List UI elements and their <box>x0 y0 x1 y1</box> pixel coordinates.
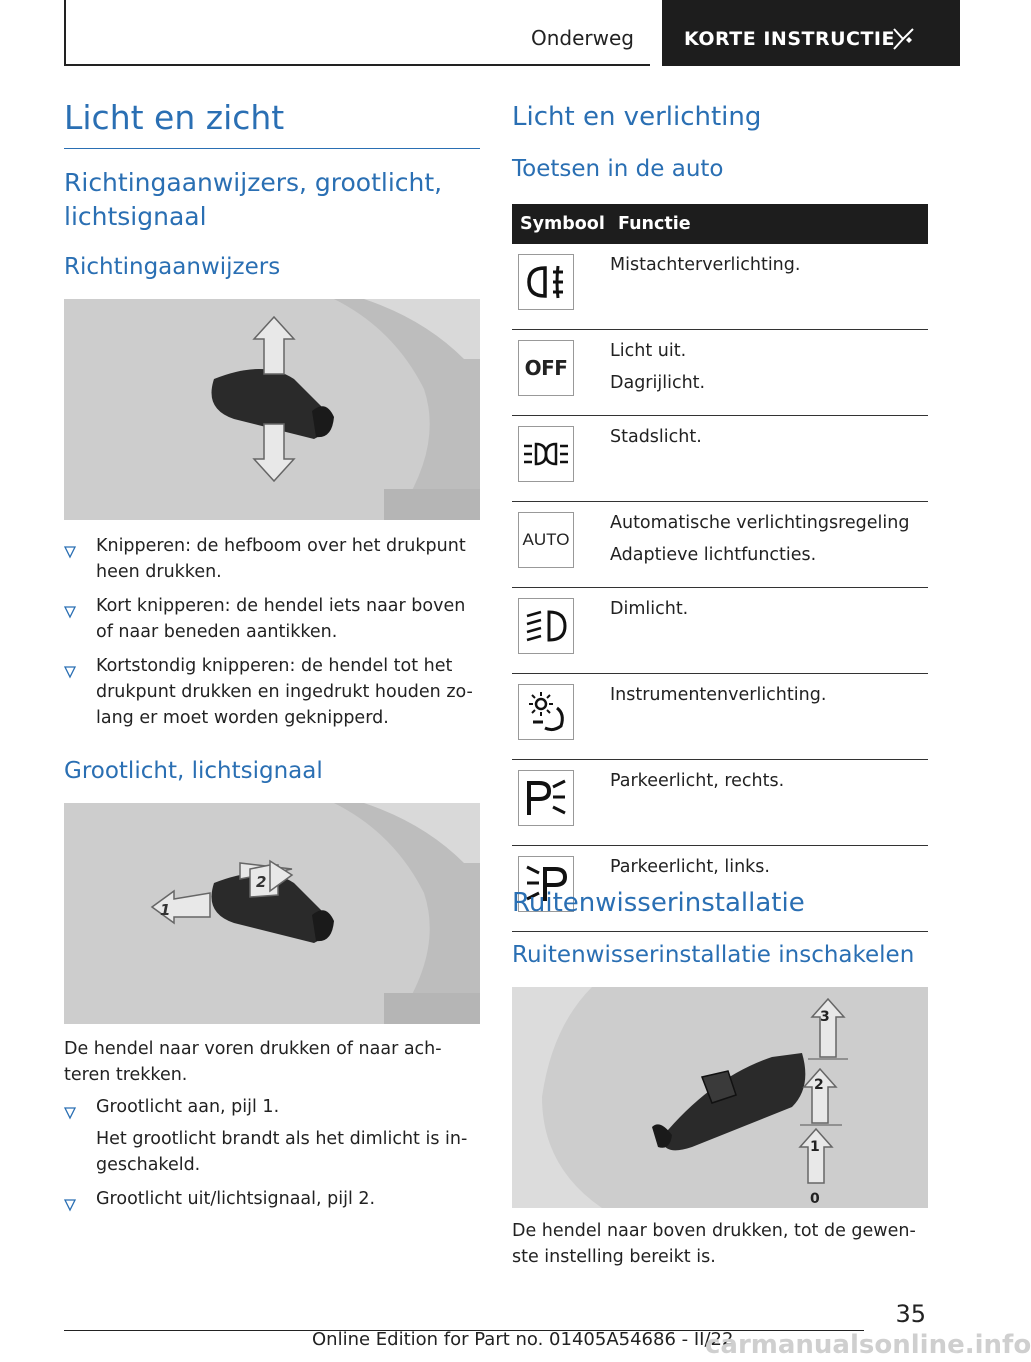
triangle-bullet-icon <box>64 600 76 626</box>
page-title: Licht en zicht <box>64 98 285 137</box>
arrow-label: 1 <box>810 1139 820 1155</box>
subsection-title-wiper-on: Ruitenwisserinstallatie inschakelen <box>512 942 915 968</box>
function-text: Instrumentenverlichting. <box>610 685 827 705</box>
subsection-title-buttons: Toetsen in de auto <box>512 156 724 182</box>
list-item-text: Grootlicht aan, pijl 1. <box>96 1097 280 1117</box>
table-row <box>512 416 928 502</box>
instrument-light-icon <box>518 684 574 740</box>
triangle-bullet-icon <box>64 1193 76 1219</box>
table-header-row <box>512 204 928 244</box>
table-row <box>512 330 928 416</box>
photo-wiper-lever <box>512 987 928 1208</box>
watermark: carmanualsonline.info <box>705 1330 1031 1360</box>
table-row <box>512 760 928 846</box>
triangle-bullet-icon <box>64 540 76 566</box>
function-text: Automatische verlichtingsregeling <box>610 513 910 533</box>
list-item-text: Kort knipperen: de hendel iets naar boven of naar beneden aantikken. <box>96 596 466 642</box>
high-beam-intro: De hendel naar voren drukken of naar ach-teren trekken. <box>64 1039 442 1085</box>
table-row <box>512 588 928 674</box>
list-item <box>64 1094 480 1178</box>
high-beam-list <box>64 1094 480 1220</box>
parking-right-icon <box>518 770 574 826</box>
table-row <box>512 502 928 588</box>
symbol-table <box>512 204 928 932</box>
photo-high-beam-lever <box>64 803 480 1024</box>
low-beam-icon <box>518 598 574 654</box>
list-item-text: Kortstondig knipperen: de hendel tot het drukpunt drukken en ingedrukt houden zo-lang er moet worden geknipperd. <box>96 656 473 728</box>
header-tab-label: KORTE INSTRUCTIE <box>684 28 895 50</box>
triangle-bullet-icon <box>64 1101 76 1127</box>
wiper-text: De hendel naar boven drukken, tot de gewen-ste instelling bereikt is. <box>512 1221 916 1267</box>
arrow-label: 2 <box>814 1077 824 1093</box>
header-tab <box>662 0 960 66</box>
off-icon: OFF <box>518 340 574 396</box>
list-item <box>64 533 480 585</box>
fog-light-icon <box>518 254 574 310</box>
edition-text: Online Edition for Part no. 01405A54686 - II/22 <box>312 1329 734 1350</box>
arrow-label: 3 <box>820 1009 830 1025</box>
subsection-title-high-beam: Grootlicht, lichtsignaal <box>64 758 323 784</box>
function-text: Dagrijlicht. <box>610 373 706 393</box>
function-text: Stadslicht. <box>610 427 702 447</box>
section-title-wiper: Ruitenwisserinstallatie <box>512 888 805 918</box>
header-section: Onderweg <box>531 26 634 50</box>
table-header-function: Functie <box>610 204 928 244</box>
auto-icon: AUTO <box>518 512 574 568</box>
list-item-text: Knipperen: de hefboom over het drukpunt heen drukken. <box>96 536 466 582</box>
section-title-lighting: Licht en verlichting <box>512 102 762 132</box>
list-item <box>64 653 480 731</box>
triangle-bullet-icon <box>64 660 76 686</box>
function-text: Adaptieve lichtfuncties. <box>610 545 817 565</box>
turn-signal-list <box>64 533 480 739</box>
page-header <box>0 0 960 66</box>
page-number: 35 <box>895 1300 926 1328</box>
photo-turn-signal-lever <box>64 299 480 520</box>
table-header-symbol: Symbool <box>512 204 610 244</box>
subsection-title-turn-signals: Richtingaanwijzers <box>64 254 281 280</box>
function-text: Parkeerlicht, links. <box>610 857 770 877</box>
arrow-label: 1 <box>160 901 171 919</box>
function-text: Dimlicht. <box>610 599 689 619</box>
function-text: Parkeerlicht, rechts. <box>610 771 785 791</box>
arrow-label: 0 <box>810 1191 820 1207</box>
table-row <box>512 674 928 760</box>
sparkle-icon <box>890 26 916 56</box>
list-item <box>64 1186 480 1212</box>
table-row <box>512 244 928 330</box>
function-text: Mistachterverlichting. <box>610 255 801 275</box>
list-item-note: Het grootlicht brandt als het dimlicht is in-geschakeld. <box>96 1129 468 1175</box>
list-item-text: Grootlicht uit/lichtsignaal, pijl 2. <box>96 1189 376 1209</box>
function-text: Licht uit. <box>610 341 687 361</box>
list-item <box>64 593 480 645</box>
title-rule <box>64 148 480 149</box>
arrow-label: 2 <box>256 873 267 891</box>
section-title: Richtingaanwijzers, grootlicht, lichtsignaal <box>64 168 443 231</box>
side-light-icon <box>518 426 574 482</box>
